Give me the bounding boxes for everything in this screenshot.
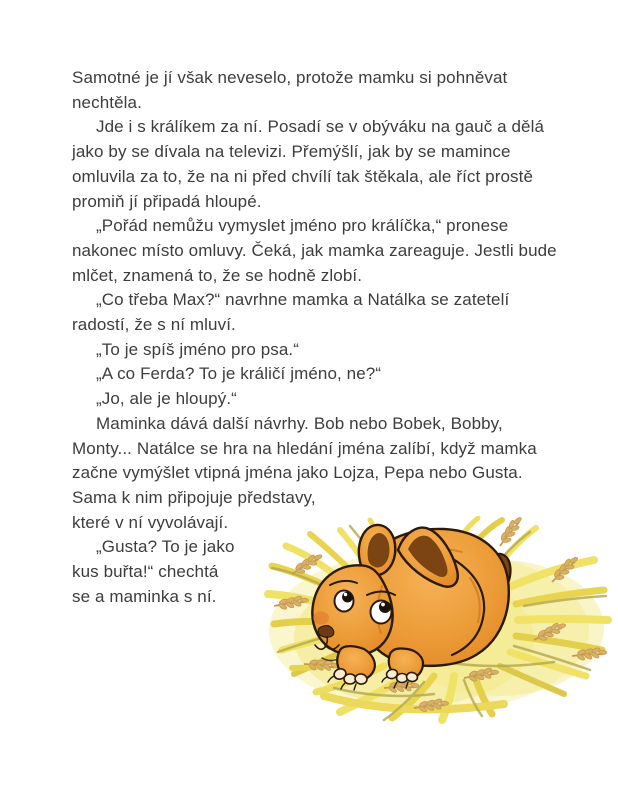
- text-line: Sama k nim připojuje představy,: [72, 487, 316, 507]
- text-line: nakonec místo omluvy. Čeká, jak mamka zareaguje. Jestli bude: [72, 240, 557, 260]
- text-line: začne vymýšlet vtipná jména jako Lojza, Pepa nebo Gusta.: [72, 463, 523, 483]
- text-line: promiň jí připadá hloupé.: [72, 191, 262, 211]
- text-line: „To je spíš jméno pro psa.“: [96, 339, 300, 359]
- text-line: Monty... Natálce se hra na hledání jména zalíbí, když mamka: [72, 438, 537, 458]
- text-line: se a maminka s ní.: [72, 586, 217, 606]
- text-line: „Gusta? To je jako: [96, 537, 235, 557]
- bunny-illustration: [264, 516, 614, 726]
- text-line: nechtěla.: [72, 92, 142, 112]
- text-line: Samotné je jí však neveselo, protože mamku si pohněvat: [72, 68, 508, 87]
- cheek-blush: [313, 612, 329, 625]
- text-line: „Co třeba Max?“ navrhne mamka a Natálka se zatetelí: [96, 290, 510, 310]
- text-line: Maminka dává další návrhy. Bob nebo Bobek, Bobby,: [96, 413, 503, 433]
- text-line: kus buřta!“ chechtá: [72, 562, 219, 582]
- text-line: „A co Ferda? To je králičí jméno, ne?“: [96, 364, 382, 384]
- text-line: mlčet, znamená to, že se hodně zlobí.: [72, 265, 363, 285]
- text-line: Jde i s králíkem za ní. Posadí se v obýváku na gauč a dělá: [96, 117, 545, 137]
- text-line: jako by se dívala na televizi. Přemýšlí, jak by se mamince: [72, 142, 511, 162]
- text-line: omluvila za to, že na ni před chvílí tak štěkala, ale říct prostě: [72, 166, 533, 186]
- text-line: radostí, že s ní mluví.: [72, 315, 236, 335]
- text-line: které v ní vyvolávají.: [72, 512, 229, 532]
- text-line: „Jo, ale je hloupý.“: [96, 389, 237, 409]
- text-line: „Pořád nemůžu vymyslet jméno pro králíčka,“ pronese: [96, 216, 509, 236]
